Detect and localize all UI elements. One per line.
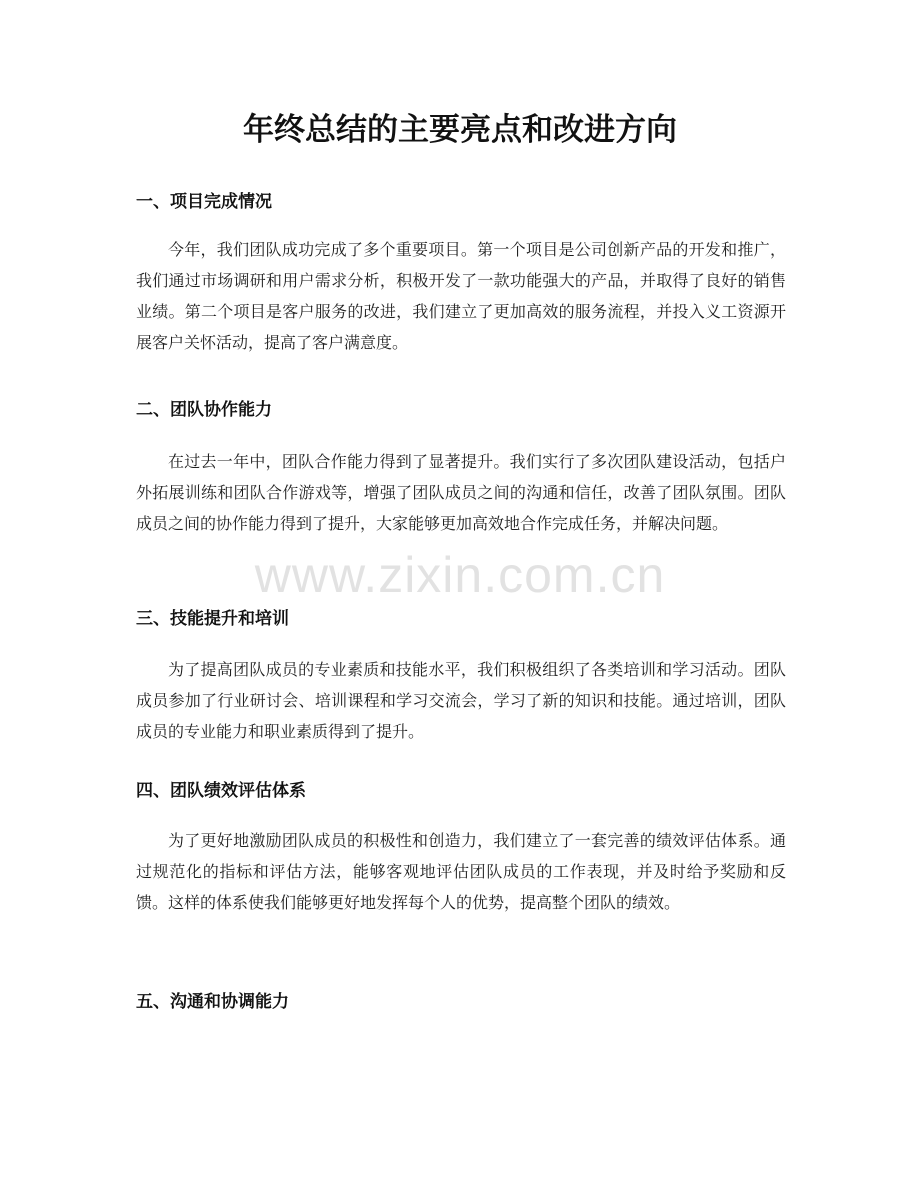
section-heading-project-completion: 一、项目完成情况 [136, 192, 272, 212]
section-body-performance-evaluation: 为了更好地激励团队成员的积极性和创造力，我们建立了一套完善的绩效评估体系。通过规范化的指标和评估方法，能够客观地评估团队成员的工作表现，并及时给予奖励和反馈。这样的体系使我们能够更好地发挥每个人的优势，提高整个团队的绩效。 [136, 831, 786, 912]
section-heading-communication: 五、沟通和协调能力 [136, 992, 289, 1012]
section-body-skills-training: 为了提高团队成员的专业素质和技能水平，我们积极组织了各类培训和学习活动。团队成员参加了行业研讨会、培训课程和学习交流会，学习了新的知识和技能。通过培训，团队成员的专业能力和职业素质得到了提升。 [136, 660, 786, 741]
section-body-team-collaboration: 在过去一年中，团队合作能力得到了显著提升。我们实行了多次团队建设活动，包括户外拓展训练和团队合作游戏等，增强了团队成员之间的沟通和信任，改善了团队氛围。团队成员之间的协作能力得到了提升，大家能够更加高效地合作完成任务，并解决问题。 [136, 452, 786, 533]
section-heading-performance-evaluation: 四、团队绩效评估体系 [136, 781, 306, 801]
section-body-project-completion: 今年，我们团队成功完成了多个重要项目。第一个项目是公司创新产品的开发和推广，我们通过市场调研和用户需求分析，积极开发了一款功能强大的产品，并取得了良好的销售业绩。第二个项目是客户服务的改进，我们建立了更加高效的服务流程，并投入义工资源开展客户关怀活动，提高了客户满意度。 [136, 240, 786, 352]
section-heading-team-collaboration: 二、团队协作能力 [136, 400, 272, 420]
section-heading-skills-training: 三、技能提升和培训 [136, 609, 289, 629]
document-title: 年终总结的主要亮点和改进方向 [243, 112, 677, 148]
watermark-text: www.zixin.com.cn [254, 547, 666, 603]
